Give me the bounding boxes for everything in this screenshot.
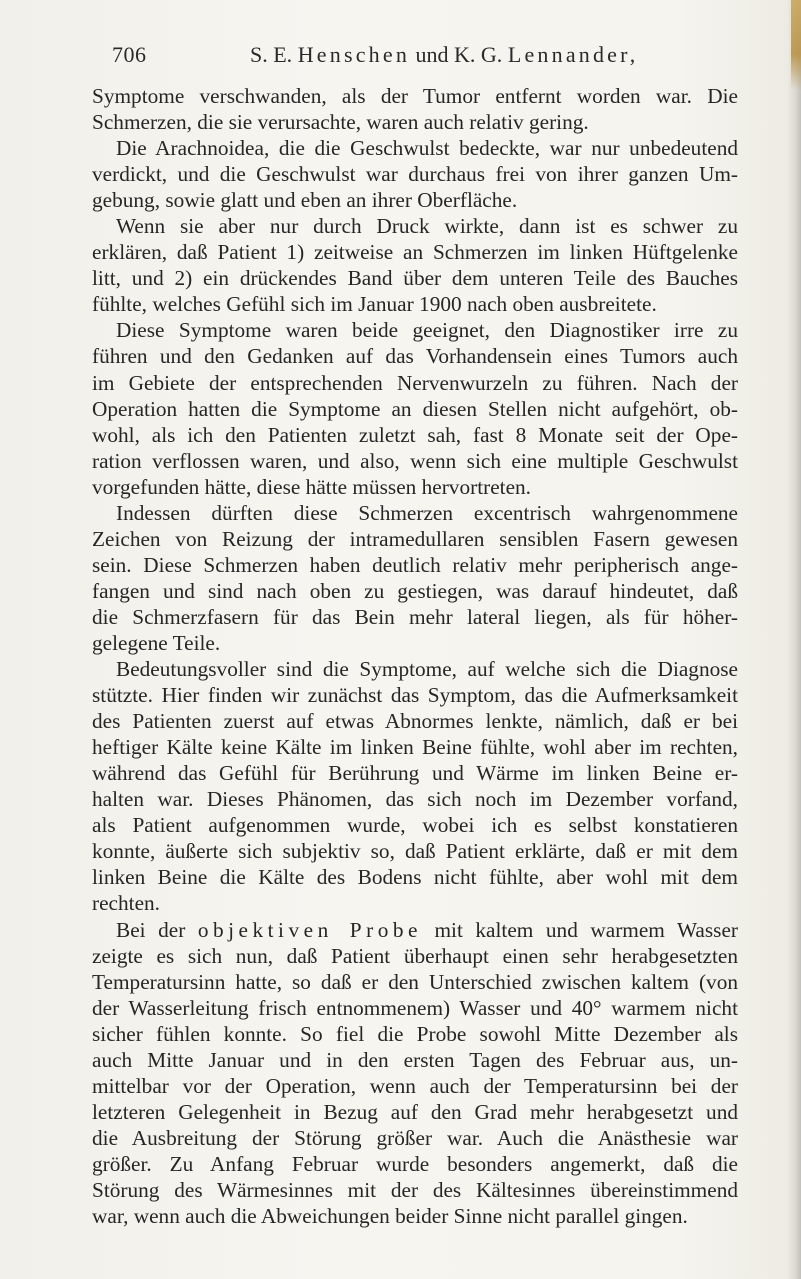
text-line: als Patient aufgenommen wurde, wobei ich es selbst konstatieren [92, 813, 738, 838]
text-line: letzteren Gelegenheit in Bezug auf den Grad mehr herabgesetzt und [92, 1099, 738, 1124]
text-line: sicher fühlen konnte. So fiel die Probe sowohl Mitte Dezember als [92, 1021, 738, 1046]
text-line: gelegene Teile. [92, 630, 221, 655]
text-line-emphasis [92, 917, 738, 943]
text-line: halten war. Dieses Phänomen, das sich noch im Dezember vorfand, [92, 787, 738, 812]
text-line: Operation hatten die Symptome an diesen Stellen nicht aufgehört, ob- [92, 396, 738, 421]
text-line: ration verflossen waren, und also, wenn sich eine multiple Geschwulst [92, 448, 738, 473]
text-line: litt, und 2) ein drückendes Band über dem unteren Teile des Bauches [92, 266, 738, 291]
text-line: im Gebiete der entsprechenden Nervenwurzeln zu führen. Nach der [92, 370, 738, 395]
running-head-conjunction: und [415, 42, 449, 67]
text-line: Zeichen von Reizung der intramedullaren sensiblen Fasern gewesen [92, 526, 738, 551]
text-line: die Schmerzfasern für das Bein mehr lateral liegen, als für höher- [92, 604, 738, 629]
page-header [92, 40, 732, 70]
text-line: fangen und sind nach oben zu gestiegen, was darauf hindeutet, daß [92, 578, 738, 603]
text-line: des Patienten zuerst auf etwas Abnormes lenkte, nämlich, daß er bei [92, 709, 738, 734]
text-line: während das Gefühl für Berührung und Wärme im linken Beine er- [92, 761, 738, 786]
text-line: Indessen dürften diese Schmerzen excentrisch wahrgenommene [116, 500, 738, 525]
text-line: erklären, daß Patient 1) zeitweise an Schmerzen im linken Hüftgelenke [92, 240, 738, 265]
emphasized-phrase: objektiven Probe [197, 917, 422, 942]
text-line: fühlte, welches Gefühl sich im Januar 1900 nach oben ausbreitete. [92, 292, 657, 317]
text-line: die Ausbreitung der Störung größer war. Auch die Anästhesie war [92, 1125, 738, 1150]
text-line: vorgefunden hätte, diese hätte müssen hervortreten. [92, 474, 531, 499]
text-fragment: mit kaltem und warmem Wasser [434, 917, 738, 942]
text-line: Die Arachnoidea, die die Geschwulst bedeckte, war nur unbedeutend [116, 136, 738, 161]
text-line: linken Beine die Kälte des Bodens nicht fühlte, aber wohl mit dem [92, 865, 738, 890]
text-line: Wenn sie aber nur durch Druck wirkte, dann ist es schwer zu [116, 214, 738, 239]
text-line: Diese Symptome waren beide geeignet, den Diagnostiker irre zu [116, 318, 738, 343]
running-head-author-1: Henschen [297, 42, 411, 67]
text-line: heftiger Kälte keine Kälte im linken Beine fühlte, wohl aber im rechten, [92, 735, 738, 760]
text-line: war, wenn auch die Abweichungen beider Sinne nicht parallel gingen. [92, 1204, 688, 1229]
text-line: Symptome verschwanden, als der Tumor entfernt worden war. Die [92, 84, 738, 108]
text-line: zeigte es sich nun, daß Patient überhaupt einen sehr herabgesetzten [92, 943, 738, 968]
body-text [92, 83, 738, 1229]
text-line: führen und den Gedanken auf das Vorhandensein eines Tumors auch [92, 344, 738, 369]
text-line: sein. Diese Schmerzen haben deutlich relativ mehr peripherisch ange- [92, 552, 738, 577]
text-line: größer. Zu Anfang Februar wurde besonders angemerkt, daß die [92, 1151, 738, 1176]
text-line: rechten. [92, 891, 160, 916]
text-line: gebung, sowie glatt und eben an ihrer Oberfläche. [92, 188, 518, 213]
page-edge-shadow [787, 0, 801, 1279]
text-line: wohl, als ich den Patienten zuletzt sah, fast 8 Monate seit der Ope- [92, 422, 738, 447]
running-head-prefix: S. E. [250, 42, 293, 67]
text-line: Störung des Wärmesinnes mit der des Kältesinnes übereinstimmend [92, 1177, 738, 1202]
text-line: Schmerzen, die sie verursachte, waren auch relativ gering. [92, 110, 589, 135]
text-fragment: Bei der [116, 917, 186, 942]
text-line: Bedeutungsvoller sind die Symptome, auf welche sich die Diagnose [116, 657, 738, 682]
text-line: verdickt, und die Geschwulst war durchaus frei von ihrer ganzen Um- [92, 162, 738, 187]
text-line: stützte. Hier finden wir zunächst das Symptom, das die Aufmerksamkeit [92, 683, 738, 708]
running-head-author-2: Lennander, [507, 42, 639, 67]
page-edge-mark [791, 0, 801, 90]
text-line: konnte, äußerte sich subjektiv so, daß Patient erklärte, daß er mit dem [92, 839, 738, 864]
text-line: der Wasserleitung frisch entnommenem) Wasser und 40° warmem nicht [92, 995, 738, 1020]
text-line: auch Mitte Januar und in den ersten Tagen des Februar aus, un- [92, 1047, 738, 1072]
running-head-author-2-initial: K. G. [454, 42, 503, 67]
text-line: mittelbar vor der Operation, wenn auch der Temperatursinn bei der [92, 1073, 738, 1098]
text-line: Temperatursinn hatte, so daß er den Unterschied zwischen kaltem (von [92, 969, 738, 994]
page-number: 706 [112, 42, 147, 67]
running-head [250, 40, 639, 70]
